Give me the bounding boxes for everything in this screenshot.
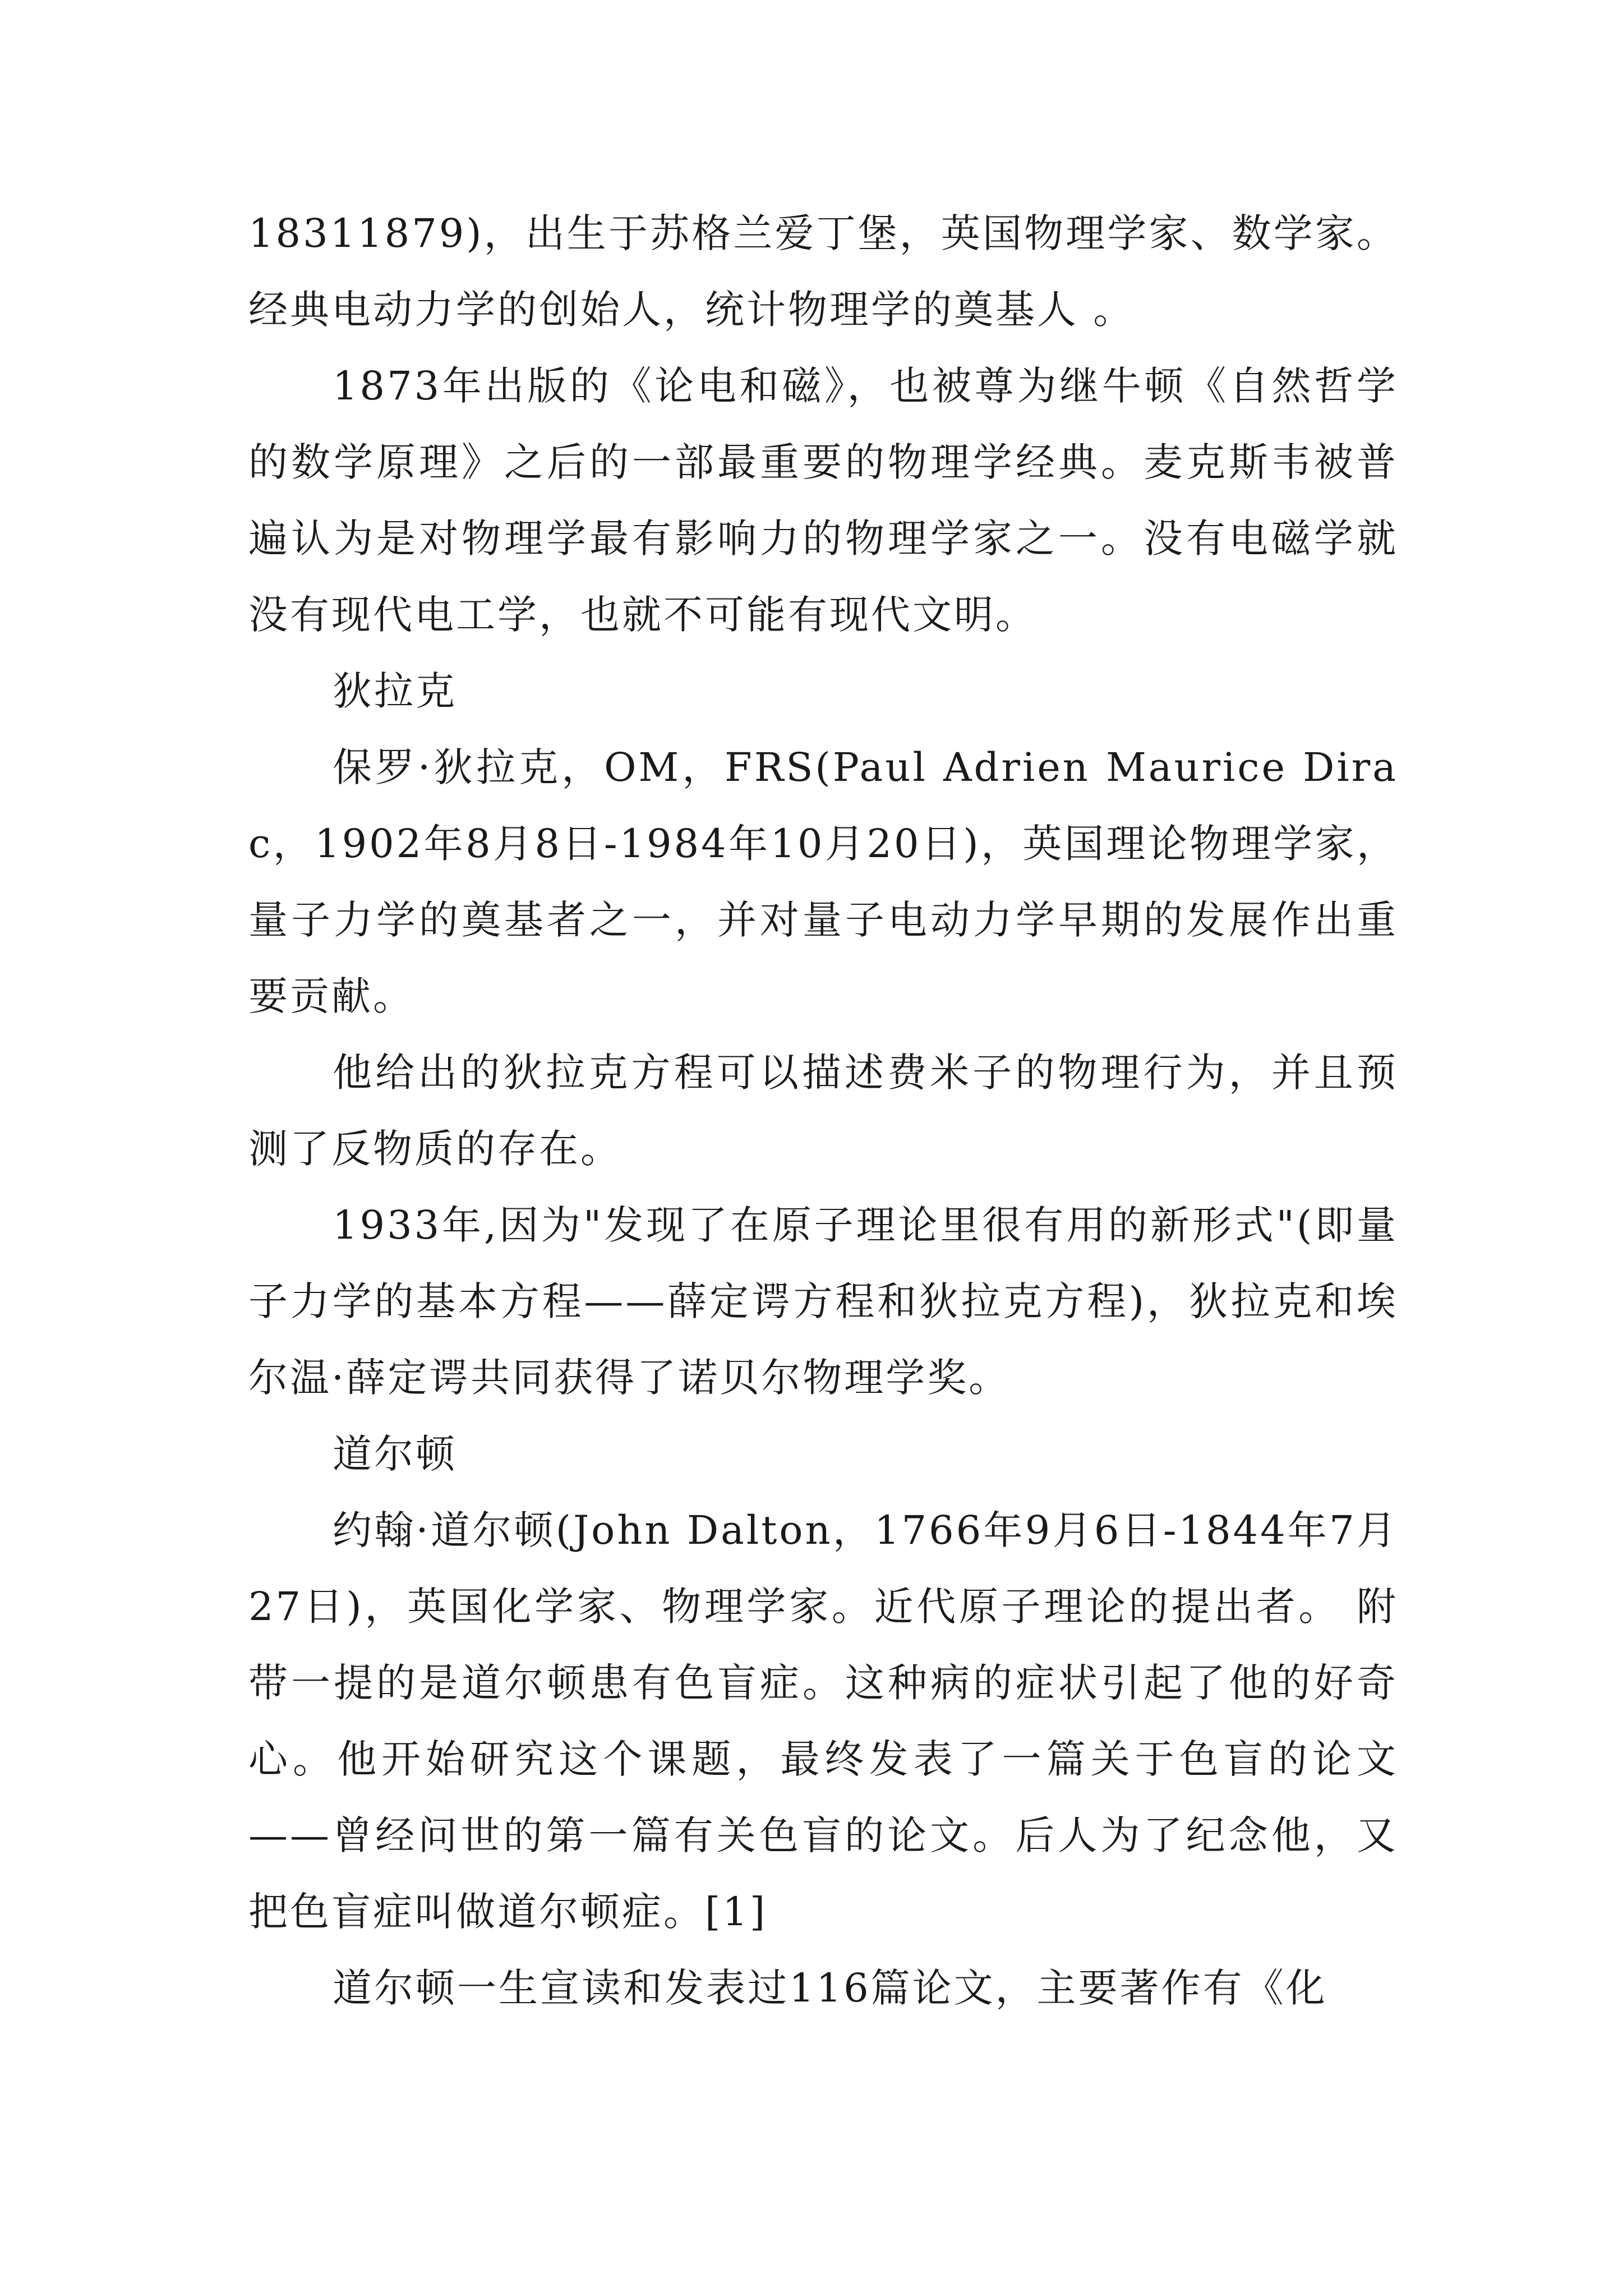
body-text	[248, 195, 1398, 2026]
section-heading-dalton: 道尔顿	[333, 1431, 457, 1477]
paragraph-maxwell-bio: 18311879)，出生于苏格兰爱丁堡，英国物理学家、数学家。经典电动力学的创始人，统计物理学的奠基人 。	[248, 210, 1398, 333]
section-heading-dirac: 狄拉克	[333, 668, 457, 714]
paragraph-dirac-equation: 他给出的狄拉克方程可以描述费米子的物理行为，并且预测了反物质的存在。	[248, 1050, 1398, 1172]
paragraph-dalton-works: 道尔顿一生宣读和发表过116篇论文，主要著作有《化	[333, 1965, 1327, 2011]
paragraph-dalton-bio: 约翰·道尔顿(John Dalton，1766年9月6日-1844年7月27日)，英国化学家、物理学家。近代原子理论的提出者。 附带一提的是道尔顿患有色盲症。这种病的症状引起了他的好奇心。他开始研究这个课题，最终发表了一篇关于色盲的论文——曾经问世的第一篇有关色盲的论文。后人为了纪念他，又把色盲症叫做道尔顿症。[1]	[248, 1507, 1398, 1935]
paragraph-dirac-nobel: 1933年,因为"发现了在原子理论里很有用的新形式"(即量子力学的基本方程——薛定谔方程和狄拉克方程)，狄拉克和埃尔温·薛定谔共同获得了诺贝尔物理学奖。	[248, 1202, 1398, 1401]
paragraph-maxwell-treatise: 1873年出版的《论电和磁》，也被尊为继牛顿《自然哲学的数学原理》之后的一部最重要的物理学经典。麦克斯韦被普遍认为是对物理学最有影响力的物理学家之一。没有电磁学就没有现代电工学，也就不可能有现代文明。	[248, 363, 1398, 638]
paragraph-dirac-bio: 保罗·狄拉克，OM，FRS(Paul Adrien Maurice Dirac，1902年8月8日-1984年10月20日)，英国理论物理学家，量子力学的奠基者之一，并对量子电动力学早期的发展作出重要贡献。	[248, 744, 1398, 1019]
